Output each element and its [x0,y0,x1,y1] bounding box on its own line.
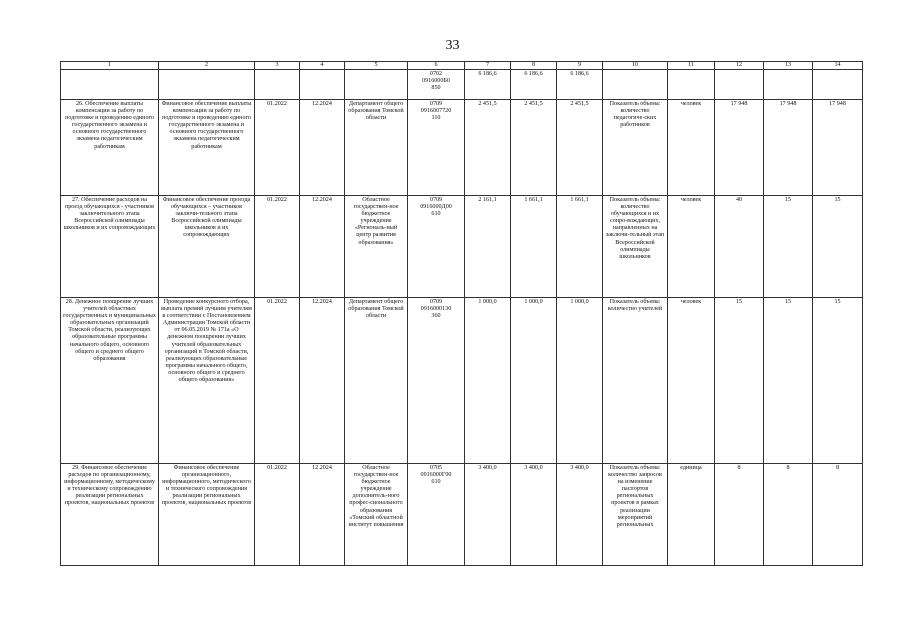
table-cell: единица [668,464,715,566]
table-cell: 01.2022 [255,100,300,196]
table-cell: 17 948 [715,100,764,196]
column-number: 12 [715,62,764,70]
table-cell: 8 [764,464,813,566]
column-number: 14 [813,62,863,70]
table-cell: 28. Денежное поощрение лучших учителей областных государственных и муниципальных образовательных организаций Томской области, реализующих образовательные программы начального общего, основного общего и среднего общего образования [61,298,159,464]
table-row [61,70,863,100]
page-number: 33 [445,38,460,53]
table-cell: 1 000,0 [511,298,557,464]
table-cell: 2 161,1 [465,196,511,298]
table-cell [764,70,813,100]
table-cell: 15 [764,298,813,464]
table-cell: 15 [715,298,764,464]
table-cell: 0709 0916000130 360 [408,298,465,464]
table-cell: Показатель объема: количество обучающихся и их сопро-вождающих, направленных на заключи-тельный этап Всероссийской олимпиады школьников [603,196,668,298]
table-cell: Финансовое обеспечение организационного, информационного, методического и технического сопровождения реализации региональных проектов, национальных проектов [159,464,255,566]
table-cell: 26. Обеспечение выплаты компенсации за работу по подготовке и проведению единого государственного экзамена и основного государственного экзамена педагогическим работникам [61,100,159,196]
table-cell: человек [668,100,715,196]
column-number: 9 [557,62,603,70]
table-cell [668,70,715,100]
table-cell: 12.2024 [300,196,345,298]
table-cell: человек [668,196,715,298]
table-cell: 15 [813,298,863,464]
table-cell [603,70,668,100]
table-cell: Показатель объема: количество учителей [603,298,668,464]
table-cell: Финансовое обеспечение выплаты компенсации за работу по подготовке и проведению единого государственного экзамена и основного государственного экзамена педагогическим работникам [159,100,255,196]
table-cell: 3 400,0 [557,464,603,566]
table-cell: Финансовое обеспечение проезда обучающихся – участников заключи-тельного этапа Всероссийской олимпиады школьников и их сопровождающих [159,196,255,298]
table-row [61,298,863,464]
table-cell: 2 451,5 [511,100,557,196]
column-number: 11 [668,62,715,70]
table-cell [255,70,300,100]
table-cell: Областное государствен-ное бюджетное учреждение «Региональ-ный центр развития образования» [345,196,408,298]
table-cell: 1 661,1 [557,196,603,298]
table-cell: человек [668,298,715,464]
table-cell: Департамент общего образования Томской области [345,298,408,464]
column-number: 2 [159,62,255,70]
column-number: 1 [61,62,159,70]
table-cell [813,70,863,100]
column-number: 4 [300,62,345,70]
column-number: 3 [255,62,300,70]
table-cell: 8 [715,464,764,566]
table-cell: 29. Финансовое обеспечение расходов по организационному, информационному, методическому и техническому сопровождению реализации региональных проектов, национальных проектов [61,464,159,566]
table-cell [61,70,159,100]
column-number: 8 [511,62,557,70]
table-cell: 27. Обеспечение расходов на проезд обучающихся - участников заключительного этапа Всероссийской олимпиады школьников и их сопровождающих [61,196,159,298]
table-cell: 17 948 [764,100,813,196]
table-cell: 3 400,0 [465,464,511,566]
column-number: 13 [764,62,813,70]
table-cell: 6 186,6 [511,70,557,100]
table-cell: 01.2022 [255,196,300,298]
table-row [61,100,863,196]
table-cell: 8 [813,464,863,566]
table-cell: 01.2022 [255,464,300,566]
table-cell [715,70,764,100]
table-cell [345,70,408,100]
table-cell: 12.2024 [300,100,345,196]
table-row [61,196,863,298]
table-cell: 12.2024 [300,298,345,464]
table-cell: 40 [715,196,764,298]
table-cell: 2 451,5 [557,100,603,196]
table-cell: Показатель объема: количество педагогиче-ских работников [603,100,668,196]
table-cell: Проведение конкурсного отбора, выплата премий лучшим учителям в соответствии с Постановлением Администрации Томской области от 06.05.2019 № 171а «О денежном поощрении лучших учителей образовательных организаций в Томской области, реализующих образовательные программы начального общего, основного общего и среднего общего образования» [159,298,255,464]
table-cell: 6 186,6 [557,70,603,100]
table-cell: 15 [813,196,863,298]
table-cell: 17 948 [813,100,863,196]
table-cell: 0702 0916000Б0 850 [408,70,465,100]
table-cell: 1 661,1 [511,196,557,298]
table-cell [300,70,345,100]
table-cell: 0709 0916007720 110 [408,100,465,196]
program-table [60,61,863,566]
table-cell [159,70,255,100]
table-cell: 01.2022 [255,298,300,464]
table-cell: 2 451,5 [465,100,511,196]
table-cell: 15 [764,196,813,298]
table-cell: 12.2024 [300,464,345,566]
table-cell: 6 186,6 [465,70,511,100]
table-cell: Показатель объема: количество запросов на изменение паспортов региональных проектов в рамках реализации мероприятий региональных [603,464,668,566]
table-cell: 1 000,0 [465,298,511,464]
column-number: 6 [408,62,465,70]
table-cell: 3 400,0 [511,464,557,566]
column-number: 10 [603,62,668,70]
table-cell: 0705 0916000Г00 610 [408,464,465,566]
table-cell: 1 000,0 [557,298,603,464]
column-number-row [61,62,863,70]
table-cell: Областное государствен-ное бюджетное учреждение дополнитель-ного профес-сионального образования «Томский областной институт повышения [345,464,408,566]
table-row [61,464,863,566]
column-number: 7 [465,62,511,70]
table-cell: Департамент общего образования Томской области [345,100,408,196]
column-number: 5 [345,62,408,70]
table-cell: 0709 0916000Д00 610 [408,196,465,298]
